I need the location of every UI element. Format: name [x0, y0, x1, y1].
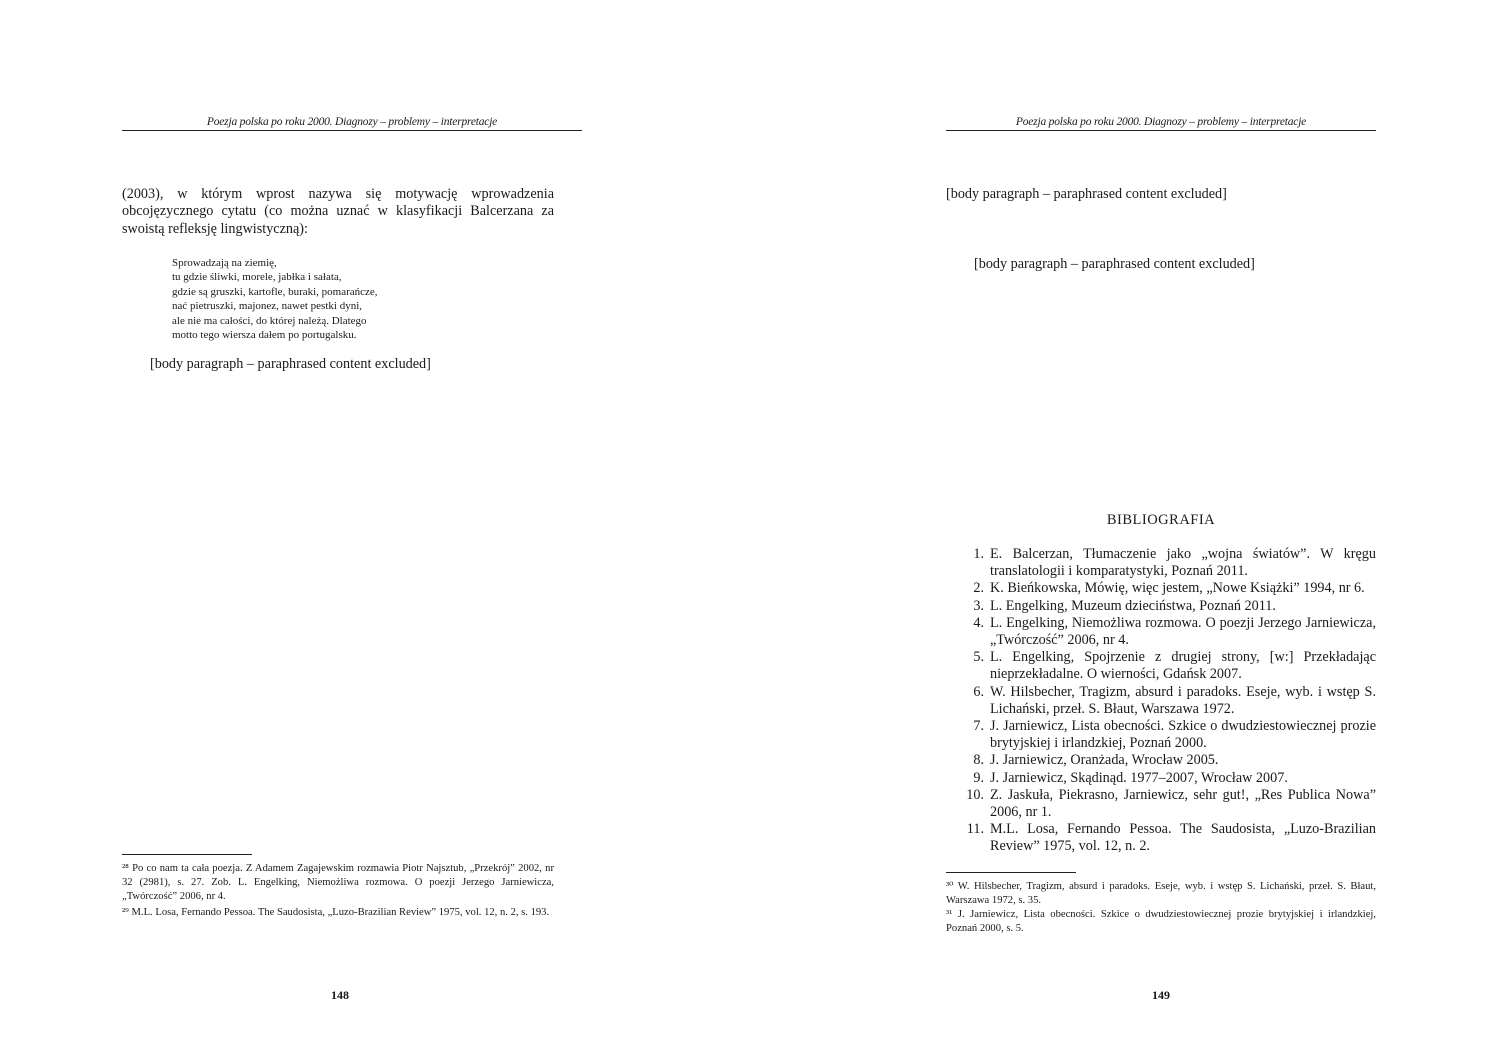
running-header: Poezja polska po roku 2000. Diagnozy – problemy – interpretacje — [1015, 116, 1307, 128]
bibliography-item: 11. M.L. Losa, Fernando Pessoa. The Saudosista, „Luzo-Brazilian Review” 1975, vol. 12, n. 2. — [966, 821, 1376, 855]
bibliography-item: 2. K. Bieńkowska, Mówię, więc jestem, „Nowe Książki” 1994, nr 6. — [973, 580, 1365, 597]
quote-line: tu gdzie śliwki, morele, jabłka i sałata, — [172, 271, 342, 284]
footnote-28: ²⁸ Po co nam ta cała poezja. Z Adamem Zagajewskim rozmawia Piotr Najsztub, „Przekrój” 2002, nr 32 (2981), s. 27. Zob. L. Engelking, Niemożliwa rozmowa. O poezji Jerzego Jarniewicza, „Twórczość” 2006, nr 4. — [122, 863, 554, 902]
footnote-rule — [946, 872, 1076, 873]
right-page — [750, 0, 1500, 1061]
running-header: Poezja polska po roku 2000. Diagnozy – problemy – interpretacje — [206, 116, 498, 128]
paragraph-1: [body paragraph – paraphrased content excluded] — [946, 186, 1227, 202]
footnote-29: ²⁹ M.L. Losa, Fernando Pessoa. The Saudosista, „Luzo-Brazilian Review” 1975, vol. 12, n. 2, s. 193. — [122, 907, 550, 918]
footnote-rule — [122, 854, 252, 855]
bibliography-item: 5. L. Engelking, Spojrzenie z drugiej strony, [w:] Przekładając nieprzekładalne. O wierności, Gdańsk 2007. — [973, 649, 1376, 683]
intro-paragraph: (2003), w którym wprost nazywa się motywację wprowadzenia obcojęzycznego cytatu (co można uznać w klasyfikacji Balcerzana za swoistą refleksję lingwistyczną): — [122, 186, 554, 237]
bibliography-title: BIBLIOGRAFIA — [1106, 512, 1216, 528]
quote-line: Sprowadzają na ziemię, — [172, 257, 277, 269]
bibliography-item: 10. Z. Jaskuła, Piekrasno, Jarniewicz, sehr gut!, „Res Publica Nowa” 2006, nr 1. — [966, 786, 1376, 821]
page-number: 148 — [331, 988, 349, 1002]
quote-line: nać pietruszki, majonez, nawet pestki dyni, — [172, 300, 362, 313]
paragraph-2: [body paragraph – paraphrased content excluded] — [974, 256, 1255, 272]
poem-quote — [172, 256, 472, 342]
quote-line: gdzie są gruszki, kartofle, buraki, pomarańcze, — [172, 285, 378, 298]
bibliography-item: 6. W. Hilsbecher, Tragizm, absurd i paradoks. Eseje, wyb. i wstęp S. Lichański, przeł. S. Błaut, Warszawa 1972. — [973, 683, 1376, 717]
footnote-30: ³⁰ W. Hilsbecher, Tragizm, absurd i paradoks. Eseje, wyb. i wstęp S. Lichański, przeł. S. Błaut, Warszawa 1972, s. 35. — [946, 881, 1376, 906]
main-paragraph: [body paragraph – paraphrased content excluded] — [150, 356, 431, 372]
header-rule — [122, 130, 582, 131]
header-rule — [946, 130, 1376, 131]
bibliography-item: 4. L. Engelking, Niemożliwa rozmowa. O poezji Jerzego Jarniewicza, „Twórczość” 2006, nr 4. — [973, 614, 1376, 649]
footnote-31: ³¹ J. Jarniewicz, Lista obecności. Szkice o dwudziestowiecznej prozie brytyjskiej i irlandzkiej, Poznań 2000, s. 5. — [946, 909, 1376, 934]
bibliography-item: 9. J. Jarniewicz, Skądinąd. 1977–2007, Wrocław 2007. — [973, 769, 1288, 786]
bibliography-item: 7. J. Jarniewicz, Lista obecności. Szkice o dwudziestowiecznej prozie brytyjskiej i irlandzkiej, Poznań 2000. — [973, 718, 1376, 752]
bibliography-list — [966, 546, 1376, 856]
quote-line: motto tego wiersza dałem po portugalsku. — [172, 329, 357, 342]
bibliography-item: 1. E. Balcerzan, Tłumaczenie jako „wojna światów”. W kręgu translatologii i komparatystyki, Poznań 2011. — [973, 546, 1376, 580]
bibliography-item: 8. J. Jarniewicz, Oranżada, Wrocław 2005. — [973, 752, 1219, 769]
bibliography-item: 3. L. Engelking, Muzeum dzieciństwa, Poznań 2011. — [973, 597, 1276, 614]
quote-line: ale nie ma całości, do której należą. Dlatego — [172, 314, 367, 327]
page-number: 149 — [1152, 988, 1170, 1002]
